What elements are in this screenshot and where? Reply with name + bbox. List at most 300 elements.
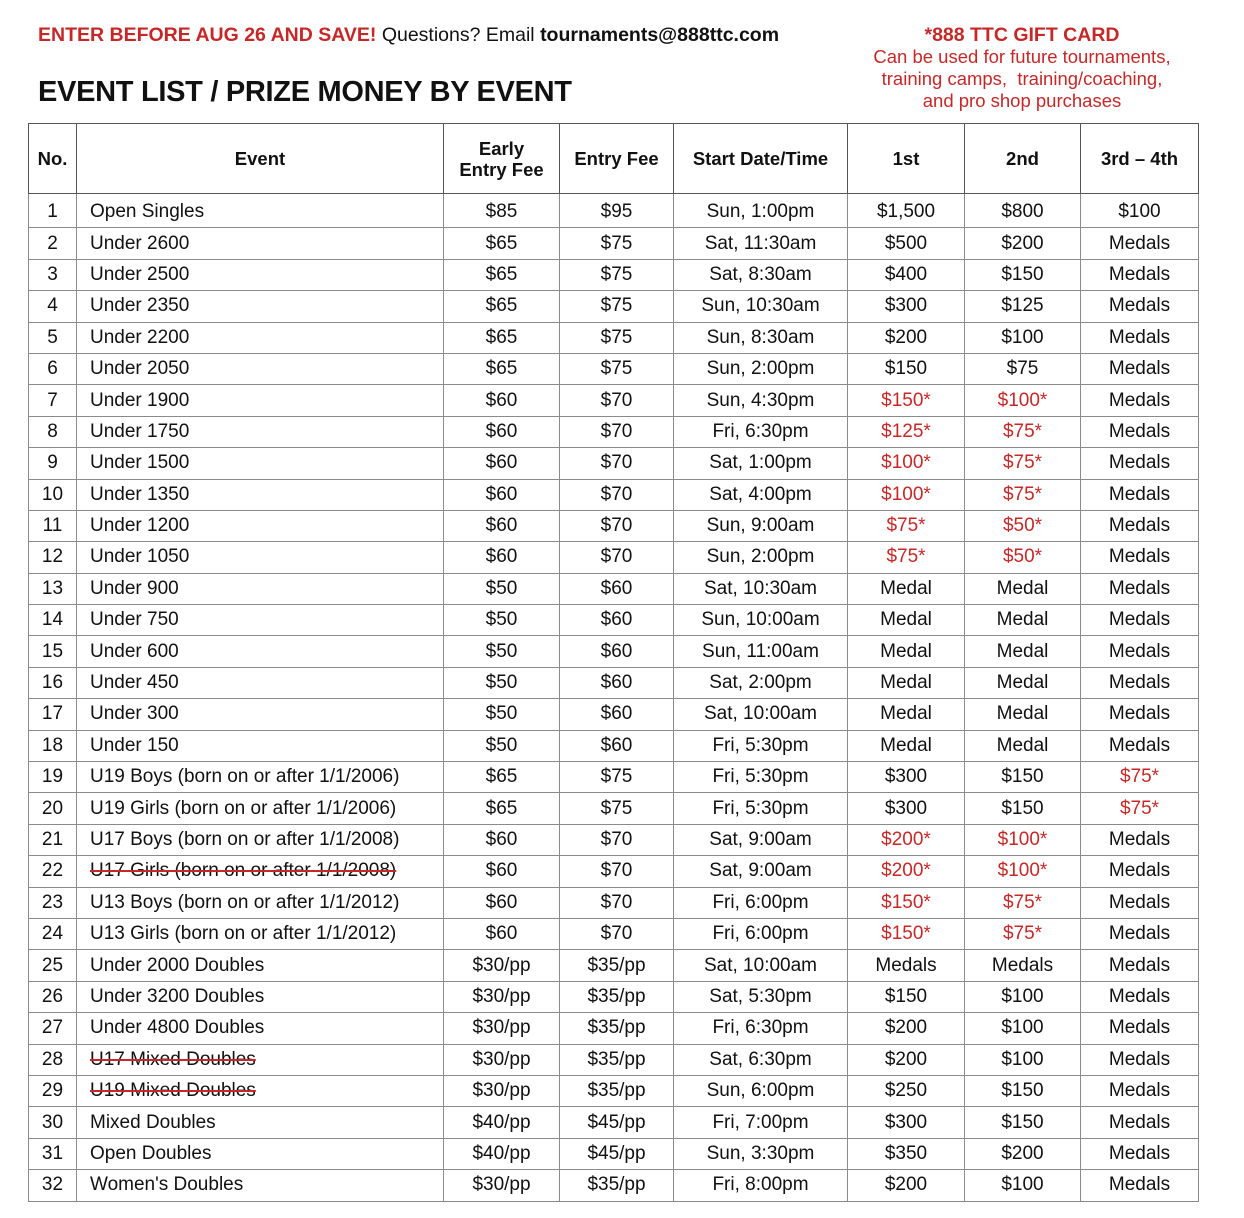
- early-entry-fee: $30/pp: [444, 1170, 560, 1201]
- entry-fee: $70: [560, 416, 674, 447]
- second-prize: $75*: [965, 479, 1081, 510]
- event-name-text: Under 600: [90, 640, 179, 662]
- first-prize: Medal: [848, 667, 965, 698]
- event-name: [77, 542, 444, 573]
- event-number: 12: [29, 542, 77, 573]
- early-entry-fee: $60: [444, 385, 560, 416]
- entry-fee: $70: [560, 479, 674, 510]
- gift-card-title: *888 TTC GIFT CARD: [924, 24, 1120, 46]
- table-row: [29, 918, 1199, 949]
- third-fourth-prize: Medals: [1081, 887, 1199, 918]
- table-row: [29, 416, 1199, 447]
- first-prize: $125*: [848, 416, 965, 447]
- event-number: 19: [29, 762, 77, 793]
- second-prize: $100: [965, 1013, 1081, 1044]
- start-time: Sun, 10:30am: [674, 291, 848, 322]
- event-number: 1: [29, 194, 77, 228]
- early-entry-fee: $60: [444, 510, 560, 541]
- first-prize: Medal: [848, 605, 965, 636]
- event-number: 27: [29, 1013, 77, 1044]
- entry-fee: $75: [560, 291, 674, 322]
- early-entry-fee: $65: [444, 793, 560, 824]
- third-fourth-prize: Medals: [1081, 416, 1199, 447]
- event-number: 22: [29, 856, 77, 887]
- event-name-text: Under 3200 Doubles: [90, 985, 265, 1007]
- table-row: [29, 194, 1199, 228]
- event-name: [77, 667, 444, 698]
- third-fourth-prize: Medals: [1081, 1013, 1199, 1044]
- table-row: [29, 730, 1199, 761]
- entry-fee: $70: [560, 542, 674, 573]
- second-prize: $50*: [965, 542, 1081, 573]
- event-name-text: Open Doubles: [90, 1142, 212, 1164]
- early-entry-fee: $50: [444, 573, 560, 604]
- event-name-text: Under 150: [90, 734, 179, 756]
- early-entry-fee: $30/pp: [444, 1044, 560, 1075]
- event-number: 21: [29, 824, 77, 855]
- second-prize: Medal: [965, 699, 1081, 730]
- event-number: 31: [29, 1138, 77, 1169]
- table-row: [29, 856, 1199, 887]
- entry-fee: $75: [560, 259, 674, 290]
- event-name: [77, 259, 444, 290]
- event-number: 8: [29, 416, 77, 447]
- table-row: [29, 667, 1199, 698]
- column-header-event: Event: [77, 124, 444, 194]
- early-entry-fee: $60: [444, 856, 560, 887]
- third-fourth-prize: Medals: [1081, 542, 1199, 573]
- early-entry-fee: $50: [444, 699, 560, 730]
- first-prize: $300: [848, 1107, 965, 1138]
- table-header-row: [29, 124, 1199, 194]
- table-row: [29, 605, 1199, 636]
- second-prize: Medal: [965, 636, 1081, 667]
- column-header-no: No.: [29, 124, 77, 194]
- event-name: [77, 856, 444, 887]
- early-entry-promo: ENTER BEFORE AUG 26 AND SAVE!: [38, 24, 377, 46]
- first-prize: $500: [848, 228, 965, 259]
- table-row: [29, 228, 1199, 259]
- event-name-text: Under 300: [90, 703, 179, 725]
- questions-text: Questions? Email: [376, 24, 541, 46]
- early-entry-fee: $50: [444, 730, 560, 761]
- entry-fee: $45/pp: [560, 1138, 674, 1169]
- early-entry-fee: $60: [444, 448, 560, 479]
- table-row: [29, 1075, 1199, 1106]
- event-number: 25: [29, 950, 77, 981]
- start-time: Sun, 4:30pm: [674, 385, 848, 416]
- column-header-start-time: Start Date/Time: [674, 124, 848, 194]
- table-row: [29, 385, 1199, 416]
- third-fourth-prize: Medals: [1081, 322, 1199, 353]
- event-name: [77, 353, 444, 384]
- third-fourth-prize: Medals: [1081, 291, 1199, 322]
- table-row: [29, 1013, 1199, 1044]
- second-prize: $100: [965, 1044, 1081, 1075]
- event-number: 28: [29, 1044, 77, 1075]
- event-name: [77, 1138, 444, 1169]
- event-name-text: Under 750: [90, 609, 179, 631]
- third-fourth-prize: $100: [1081, 194, 1199, 228]
- event-name: [77, 605, 444, 636]
- second-prize: $150: [965, 793, 1081, 824]
- event-name: [77, 228, 444, 259]
- event-number: 16: [29, 667, 77, 698]
- first-prize: $200: [848, 1013, 965, 1044]
- event-name-text: Under 1750: [90, 420, 190, 442]
- table-row: [29, 1044, 1199, 1075]
- start-time: Fri, 5:30pm: [674, 793, 848, 824]
- first-prize: $300: [848, 291, 965, 322]
- table-row: [29, 353, 1199, 384]
- early-entry-fee: $65: [444, 353, 560, 384]
- entry-fee: $70: [560, 918, 674, 949]
- first-prize: $150*: [848, 918, 965, 949]
- table-row: [29, 824, 1199, 855]
- start-time: Fri, 7:00pm: [674, 1107, 848, 1138]
- gift-card-line-1: Can be used for future tournaments,: [873, 46, 1171, 67]
- entry-fee: $75: [560, 322, 674, 353]
- third-fourth-prize: Medals: [1081, 730, 1199, 761]
- event-name: [77, 636, 444, 667]
- second-prize: $50*: [965, 510, 1081, 541]
- early-entry-fee: $65: [444, 228, 560, 259]
- event-rows: [29, 194, 1199, 1202]
- entry-fee: $60: [560, 573, 674, 604]
- event-number: 18: [29, 730, 77, 761]
- third-fourth-prize: Medals: [1081, 510, 1199, 541]
- second-prize: $100: [965, 981, 1081, 1012]
- start-time: Sun, 2:00pm: [674, 542, 848, 573]
- event-number: 29: [29, 1075, 77, 1106]
- event-name-text: Mixed Doubles: [90, 1111, 216, 1133]
- event-number: 10: [29, 479, 77, 510]
- event-name-text: U17 Boys (born on or after 1/1/2008): [90, 829, 400, 850]
- event-number: 11: [29, 510, 77, 541]
- first-prize: Medal: [848, 636, 965, 667]
- column-header-entry-fee: Entry Fee: [560, 124, 674, 194]
- entry-fee: $70: [560, 887, 674, 918]
- table-row: [29, 699, 1199, 730]
- start-time: Sat, 1:00pm: [674, 448, 848, 479]
- event-number: 6: [29, 353, 77, 384]
- event-name-text: U13 Boys (born on or after 1/1/2012): [90, 891, 400, 913]
- event-name-text: Under 2200: [90, 326, 190, 348]
- entry-fee: $70: [560, 824, 674, 855]
- event-name-text: U17 Girls (born on or after 1/1/2008): [90, 860, 397, 882]
- early-entry-fee: $60: [444, 887, 560, 918]
- second-prize: $125: [965, 291, 1081, 322]
- entry-fee: $60: [560, 699, 674, 730]
- second-prize: $100: [965, 1170, 1081, 1201]
- table-row: [29, 510, 1199, 541]
- early-entry-fee: $65: [444, 322, 560, 353]
- first-prize: $150*: [848, 887, 965, 918]
- first-prize: Medals: [848, 950, 965, 981]
- third-fourth-prize: Medals: [1081, 1075, 1199, 1106]
- event-name-text: Under 2500: [90, 263, 190, 285]
- third-fourth-prize: Medals: [1081, 605, 1199, 636]
- gift-card-line-2: training camps, training/coaching,: [881, 68, 1163, 89]
- early-entry-fee: $60: [444, 918, 560, 949]
- second-prize: $800: [965, 194, 1081, 228]
- early-entry-fee: $40/pp: [444, 1107, 560, 1138]
- start-time: Sat, 6:30pm: [674, 1044, 848, 1075]
- table-row: [29, 479, 1199, 510]
- event-number: 13: [29, 573, 77, 604]
- entry-fee: $60: [560, 667, 674, 698]
- event-name: [77, 573, 444, 604]
- third-fourth-prize: Medals: [1081, 824, 1199, 855]
- table-row: [29, 762, 1199, 793]
- event-name-text: Under 900: [90, 577, 179, 599]
- event-name: [77, 1013, 444, 1044]
- second-prize: $150: [965, 259, 1081, 290]
- start-time: Fri, 6:30pm: [674, 416, 848, 447]
- event-name-text: Under 1050: [90, 546, 190, 568]
- third-fourth-prize: Medals: [1081, 353, 1199, 384]
- contact-email-link[interactable]: tournaments@888ttc.com: [540, 24, 780, 46]
- second-prize: $150: [965, 1075, 1081, 1106]
- event-number: 24: [29, 918, 77, 949]
- table-row: [29, 887, 1199, 918]
- third-fourth-prize: Medals: [1081, 1044, 1199, 1075]
- event-name: [77, 950, 444, 981]
- third-fourth-prize: $75*: [1081, 793, 1199, 824]
- event-name-text: Under 1500: [90, 452, 190, 474]
- event-name: [77, 385, 444, 416]
- first-prize: $75*: [848, 510, 965, 541]
- start-time: Fri, 5:30pm: [674, 730, 848, 761]
- event-number: 7: [29, 385, 77, 416]
- event-number: 9: [29, 448, 77, 479]
- start-time: Sun, 8:30am: [674, 322, 848, 353]
- second-prize: $75: [965, 353, 1081, 384]
- entry-fee: $35/pp: [560, 1013, 674, 1044]
- event-number: 4: [29, 291, 77, 322]
- third-fourth-prize: Medals: [1081, 856, 1199, 887]
- first-prize: $250: [848, 1075, 965, 1106]
- start-time: Sun, 1:00pm: [674, 194, 848, 228]
- early-entry-fee: $65: [444, 291, 560, 322]
- event-number: 15: [29, 636, 77, 667]
- event-name: [77, 1044, 444, 1075]
- start-time: Sun, 9:00am: [674, 510, 848, 541]
- early-entry-fee: $60: [444, 416, 560, 447]
- entry-fee: $35/pp: [560, 981, 674, 1012]
- third-fourth-prize: Medals: [1081, 385, 1199, 416]
- third-fourth-prize: Medals: [1081, 918, 1199, 949]
- start-time: Sat, 8:30am: [674, 259, 848, 290]
- event-name: [77, 1170, 444, 1201]
- column-header-third-fourth-prize: 3rd – 4th: [1081, 124, 1199, 194]
- gift-card-line-3: and pro shop purchases: [922, 90, 1122, 111]
- second-prize: Medal: [965, 667, 1081, 698]
- entry-fee: $75: [560, 228, 674, 259]
- second-prize: Medals: [965, 950, 1081, 981]
- entry-fee: $70: [560, 448, 674, 479]
- event-number: 23: [29, 887, 77, 918]
- table-row: [29, 981, 1199, 1012]
- third-fourth-prize: Medals: [1081, 259, 1199, 290]
- second-prize: Medal: [965, 573, 1081, 604]
- early-entry-fee: $85: [444, 194, 560, 228]
- second-prize: $100*: [965, 856, 1081, 887]
- entry-fee: $35/pp: [560, 950, 674, 981]
- first-prize: Medal: [848, 573, 965, 604]
- start-time: Sat, 10:00am: [674, 699, 848, 730]
- entry-fee: $60: [560, 605, 674, 636]
- start-time: Fri, 6:00pm: [674, 887, 848, 918]
- start-time: Sun, 11:00am: [674, 636, 848, 667]
- table-row: [29, 1170, 1199, 1201]
- entry-fee: $35/pp: [560, 1075, 674, 1106]
- start-time: Sat, 10:00am: [674, 950, 848, 981]
- event-number: 17: [29, 699, 77, 730]
- start-time: Sat, 10:30am: [674, 573, 848, 604]
- early-entry-fee: $40/pp: [444, 1138, 560, 1169]
- first-prize: $200: [848, 1044, 965, 1075]
- entry-fee: $95: [560, 194, 674, 228]
- start-time: Sun, 6:00pm: [674, 1075, 848, 1106]
- first-prize: $200*: [848, 856, 965, 887]
- early-entry-fee: $30/pp: [444, 1075, 560, 1106]
- event-name-text: Under 450: [90, 672, 179, 694]
- first-prize: $100*: [848, 448, 965, 479]
- event-name: [77, 887, 444, 918]
- event-name-text: U19 Boys (born on or after 1/1/2006): [90, 766, 400, 788]
- entry-fee: $60: [560, 730, 674, 761]
- second-prize: $75*: [965, 918, 1081, 949]
- first-prize: $150: [848, 981, 965, 1012]
- column-header-second-prize: 2nd: [965, 124, 1081, 194]
- early-entry-fee: $60: [444, 479, 560, 510]
- entry-fee: $70: [560, 385, 674, 416]
- first-prize: $200: [848, 322, 965, 353]
- event-name-text: U13 Girls (born on or after 1/1/2012): [90, 923, 397, 945]
- event-name-text: Under 1350: [90, 483, 190, 505]
- event-name-text: Under 1900: [90, 389, 190, 411]
- third-fourth-prize: Medals: [1081, 448, 1199, 479]
- early-entry-fee: $30/pp: [444, 981, 560, 1012]
- third-fourth-prize: Medals: [1081, 1170, 1199, 1201]
- first-prize: Medal: [848, 730, 965, 761]
- start-time: Fri, 8:00pm: [674, 1170, 848, 1201]
- event-name: [77, 793, 444, 824]
- first-prize: $150*: [848, 385, 965, 416]
- third-fourth-prize: $75*: [1081, 762, 1199, 793]
- page-title: EVENT LIST / PRIZE MONEY BY EVENT: [38, 76, 572, 108]
- entry-fee: $75: [560, 762, 674, 793]
- event-name: [77, 291, 444, 322]
- event-name-text: Under 1200: [90, 515, 190, 537]
- event-name: [77, 762, 444, 793]
- second-prize: $200: [965, 228, 1081, 259]
- start-time: Fri, 6:30pm: [674, 1013, 848, 1044]
- event-name-text: U19 Girls (born on or after 1/1/2006): [90, 797, 397, 819]
- second-prize: $75*: [965, 887, 1081, 918]
- event-number: 3: [29, 259, 77, 290]
- first-prize: $200: [848, 1170, 965, 1201]
- early-entry-fee: $30/pp: [444, 1013, 560, 1044]
- column-header-early-entry-fee: Early Entry Fee: [444, 124, 560, 194]
- second-prize: $150: [965, 1107, 1081, 1138]
- first-prize: $75*: [848, 542, 965, 573]
- early-entry-fee: $65: [444, 259, 560, 290]
- entry-fee: $60: [560, 636, 674, 667]
- event-number: 32: [29, 1170, 77, 1201]
- table-row: [29, 448, 1199, 479]
- event-name: [77, 322, 444, 353]
- event-number: 26: [29, 981, 77, 1012]
- event-name: [77, 1107, 444, 1138]
- second-prize: $200: [965, 1138, 1081, 1169]
- third-fourth-prize: Medals: [1081, 699, 1199, 730]
- event-name-text: Under 4800 Doubles: [90, 1017, 265, 1039]
- table-row: [29, 542, 1199, 573]
- event-name: [77, 981, 444, 1012]
- event-name: [77, 918, 444, 949]
- third-fourth-prize: Medals: [1081, 950, 1199, 981]
- event-number: 30: [29, 1107, 77, 1138]
- event-name: [77, 1075, 444, 1106]
- event-name: [77, 510, 444, 541]
- early-entry-fee: $50: [444, 605, 560, 636]
- table-row: [29, 291, 1199, 322]
- entry-fee: $35/pp: [560, 1170, 674, 1201]
- second-prize: $150: [965, 762, 1081, 793]
- first-prize: $1,500: [848, 194, 965, 228]
- start-time: Sun, 3:30pm: [674, 1138, 848, 1169]
- entry-fee: $35/pp: [560, 1044, 674, 1075]
- event-number: 2: [29, 228, 77, 259]
- third-fourth-prize: Medals: [1081, 228, 1199, 259]
- event-name: [77, 730, 444, 761]
- entry-fee: $75: [560, 353, 674, 384]
- first-prize: $400: [848, 259, 965, 290]
- early-entry-fee: $65: [444, 762, 560, 793]
- second-prize: $75*: [965, 448, 1081, 479]
- third-fourth-prize: Medals: [1081, 981, 1199, 1012]
- event-name: [77, 824, 444, 855]
- third-fourth-prize: Medals: [1081, 1107, 1199, 1138]
- first-prize: Medal: [848, 699, 965, 730]
- start-time: Sat, 5:30pm: [674, 981, 848, 1012]
- event-number: 5: [29, 322, 77, 353]
- first-prize: $300: [848, 793, 965, 824]
- table-row: [29, 259, 1199, 290]
- table-row: [29, 950, 1199, 981]
- event-name-text: Open Singles: [90, 201, 205, 223]
- first-prize: $200*: [848, 824, 965, 855]
- entry-fee: $75: [560, 793, 674, 824]
- event-name-text: Under 2600: [90, 232, 190, 254]
- first-prize: $150: [848, 353, 965, 384]
- entry-fee: $70: [560, 510, 674, 541]
- first-prize: $350: [848, 1138, 965, 1169]
- start-time: Sun, 10:00am: [674, 605, 848, 636]
- start-time: Sat, 4:00pm: [674, 479, 848, 510]
- start-time: Sat, 9:00am: [674, 824, 848, 855]
- event-number: 14: [29, 605, 77, 636]
- second-prize: $100*: [965, 385, 1081, 416]
- early-entry-fee: $30/pp: [444, 950, 560, 981]
- event-name: [77, 479, 444, 510]
- second-prize: $100: [965, 322, 1081, 353]
- second-prize: $100*: [965, 824, 1081, 855]
- start-time: Sun, 2:00pm: [674, 353, 848, 384]
- early-entry-fee: $60: [444, 542, 560, 573]
